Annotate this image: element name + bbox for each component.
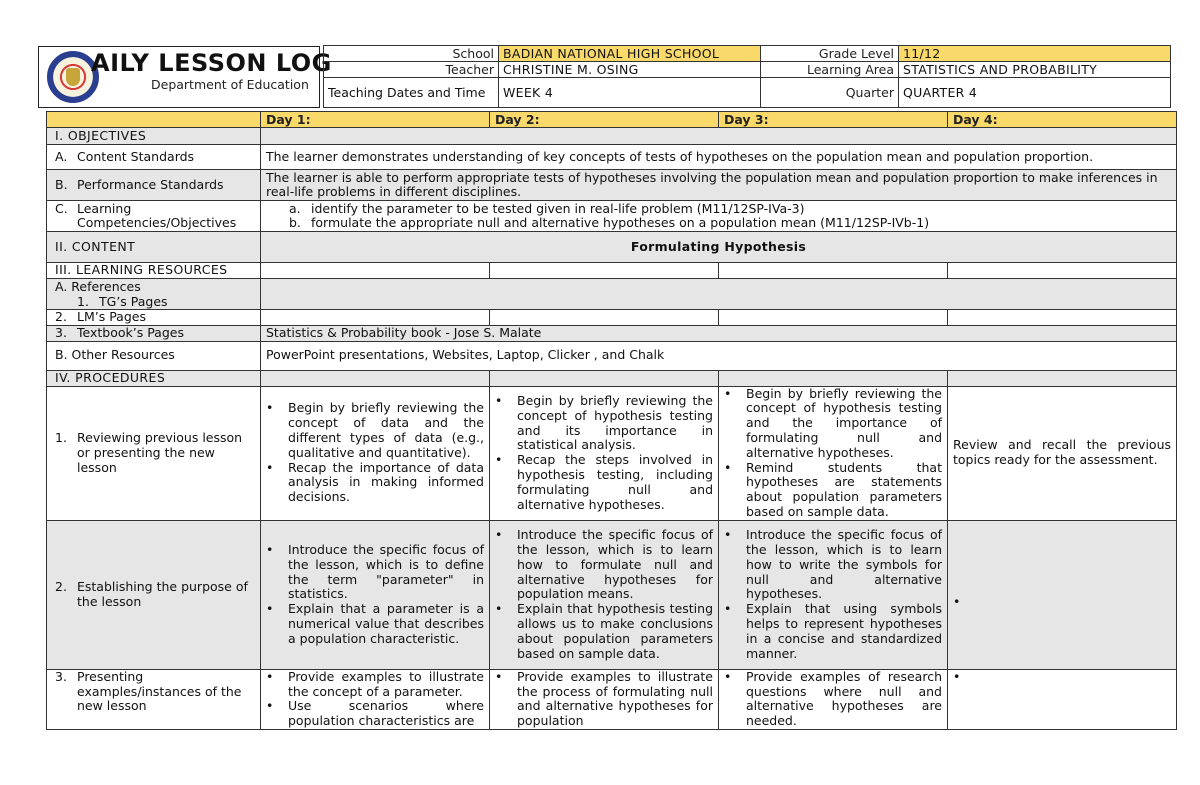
day3-cell: • Introduce the specific focus of the lesson, which is to learn how to write the symbols for null and alternative hypotheses. • Explain that using symbols helps to represent hypotheses in a concise and standardized manner. — [719, 520, 948, 669]
day-header-blank — [47, 112, 261, 128]
dates-label: Teaching Dates and Time — [324, 78, 499, 108]
procedure-row: 2. Establishing the purpose of the lesson • Introduce the specific focus of the lesson, which is to define the term "parameter" in statistics. • Explain that a parameter is a numerical value that describes a population characteristic. • Introduce the specific focus of the lesson, which is to learn how to formulate null and alternative hypotheses for population means. • Explain that hypothesis testing allows us to make conclusions about population parameters based on sample data. • Introduce the specific focus of the lesson, which is to learn how to write the symbols for null and alternative hypotheses. • Explain that using symbols helps to represent hypotheses in a concise and standardized manner. — [47, 520, 1177, 669]
lm-pages-label: 2. LM’s Pages — [47, 310, 261, 326]
textbook-pages-value: Statistics & Probability book - Jose S. Malate — [261, 325, 1177, 341]
content-standards-text: The learner demonstrates understanding of key concepts of tests of hypotheses on the population mean and population proportion. — [261, 145, 1177, 170]
day4-cell — [948, 520, 1177, 669]
resources-heading: III. LEARNING RESOURCES — [47, 263, 261, 279]
day1-cell: • Provide examples to illustrate the concept of a parameter. • Use scenarios where population characteristics are — [261, 669, 490, 729]
area-value: STATISTICS AND PROBABILITY — [899, 62, 1171, 78]
competencies-label: C. Learning Competencies/Objectives — [47, 201, 261, 232]
day3-cell: • Provide examples of research questions where null and alternative hypotheses are needed. — [719, 669, 948, 729]
school-value: BADIAN NATIONAL HIGH SCHOOL — [499, 46, 761, 62]
competencies-list — [261, 201, 1177, 232]
teacher-value: CHRISTINE M. OSING — [499, 62, 761, 78]
day1-header: Day 1: — [261, 112, 490, 128]
day2-cell: • Begin by briefly reviewing the concept of hypothesis testing and its importance in statistical analysis. • Recap the steps involved in hypothesis testing, including formulating null and alternative hypotheses. — [490, 386, 719, 520]
day3-header: Day 3: — [719, 112, 948, 128]
procedure-row: 3. Presenting examples/instances of the new lesson • Provide examples to illustrate the concept of a parameter. • Use scenarios where population characteristics are • Provide examples to illustrate the process of formulating null and alternative hypotheses for population • Provide examples of research questions where null and alternative hypotheses are needed. — [47, 669, 1177, 729]
day2-cell: • Introduce the specific focus of the lesson, which is to learn how to formulate null and alternative hypotheses for population means. • Explain that hypothesis testing allows us to make conclusions about population parameters based on sample data. — [490, 520, 719, 669]
school-label: School — [324, 46, 499, 62]
grade-label: Grade Level — [761, 46, 899, 62]
quarter-label: Quarter — [761, 78, 899, 108]
day4-cell — [948, 669, 1177, 729]
header-info-table — [323, 45, 1171, 108]
lesson-log-table — [46, 111, 1177, 730]
day1-cell: • Begin by briefly reviewing the concept of data and the different types of data (e.g., qualitative and quantitative). • Recap the importance of data analysis in making informed decisions. — [261, 386, 490, 520]
objectives-heading: I. OBJECTIVES — [47, 128, 261, 145]
day2-header: Day 2: — [490, 112, 719, 128]
tg-pages-label: TG’s Pages — [99, 294, 168, 309]
grade-value: 11/12 — [899, 46, 1171, 62]
other-resources-value: PowerPoint presentations, Websites, Laptop, Clicker , and Chalk — [261, 341, 1177, 370]
procedure-row: 1. Reviewing previous lesson or presenting the new lesson • Begin by briefly reviewing the concept of data and the different types of data (e.g., qualitative and quantitative). • Recap the importance of data analysis in making informed decisions. • Begin by briefly reviewing the concept of hypothesis testing and its importance in statistical analysis. • Recap the steps involved in hypothesis testing, including formulating null and alternative hypotheses. • Begin by briefly reviewing the concept of hypothesis testing and the importance of formulating null and alternative hypotheses. • Remind students that hypotheses are statements about population parameters based on sample data. Review and recall the previous topics ready for the assessment. — [47, 386, 1177, 520]
day2-cell: • Provide examples to illustrate the process of formulating null and alternative hypotheses for population — [490, 669, 719, 729]
content-topic: Formulating Hypothesis — [261, 232, 1177, 263]
day4-header: Day 4: — [948, 112, 1177, 128]
other-resources-label: B. Other Resources — [47, 341, 261, 370]
day1-cell: • Introduce the specific focus of the lesson, which is to define the term "parameter" in statistics. • Explain that a parameter is a numerical value that describes a population characteristic. — [261, 520, 490, 669]
references-label: A. References 1. TG’s Pages — [47, 279, 261, 310]
day3-cell: • Begin by briefly reviewing the concept of hypothesis testing and the importance of formulating null and alternative hypotheses. • Remind students that hypotheses are statements about population parameters based on sample data. — [719, 386, 948, 520]
day4-cell: Review and recall the previous topics ready for the assessment. — [948, 386, 1177, 520]
teacher-label: Teacher — [324, 62, 499, 78]
procedures-heading: IV. PROCEDURES — [47, 370, 261, 386]
content-heading: II. CONTENT — [47, 232, 261, 263]
area-label: Learning Area — [761, 62, 899, 78]
performance-standards-label: B. Performance Standards — [47, 170, 261, 201]
textbook-pages-label: 3. Textbook’s Pages — [47, 325, 261, 341]
competency-item: b. formulate the appropriate null and alternative hypotheses on a population mean (M11/12SP-IVb-1) — [289, 215, 930, 230]
procedure-label: Establishing the purpose of the lesson — [77, 578, 248, 609]
log-subtitle: Department of Education — [151, 77, 309, 92]
quarter-value: QUARTER 4 — [899, 78, 1171, 108]
deped-logo-header — [38, 46, 332, 108]
competency-item: a. identify the parameter to be tested given in real-life problem (M11/12SP-IVa-3) — [289, 201, 805, 216]
log-title: AILY LESSON LOG — [91, 49, 332, 77]
content-standards-label: A. Content Standards — [47, 145, 261, 170]
procedure-label: Reviewing previous lesson or presenting the new lesson — [77, 429, 243, 475]
dates-value: WEEK 4 — [499, 78, 761, 108]
performance-standards-text: The learner is able to perform appropriate tests of hypotheses involving the population mean and population proportion to make inferences in real-life problems in different disciplines. — [261, 170, 1177, 201]
procedure-label: Presenting examples/instances of the new lesson — [77, 669, 242, 714]
